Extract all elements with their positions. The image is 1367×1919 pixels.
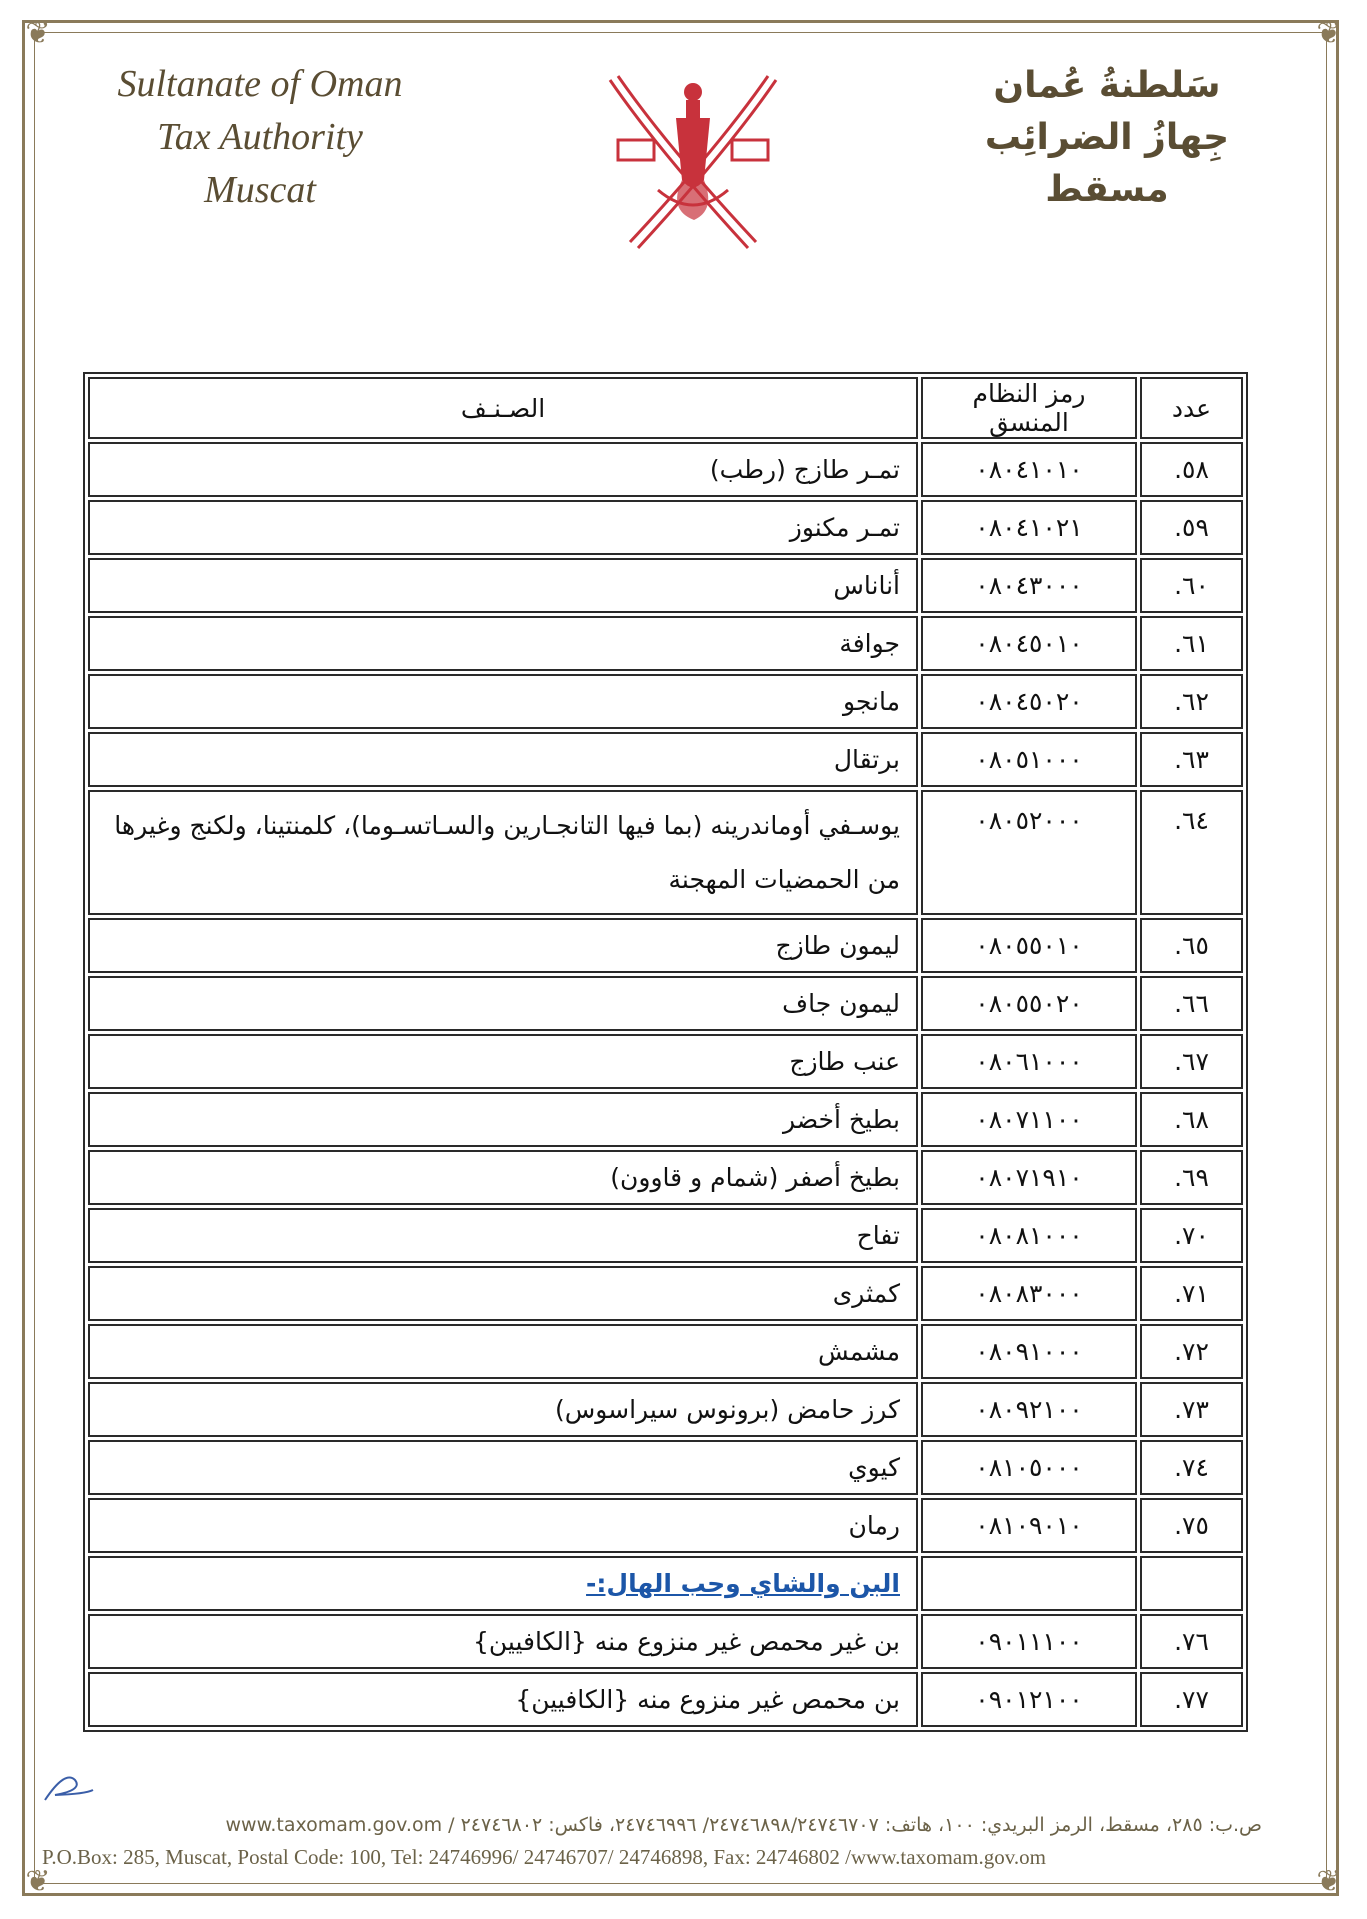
row-item-name: برتقال <box>88 732 918 787</box>
row-hs-code: ٠٨٠٤٥٠٢٠ <box>921 674 1137 729</box>
table-section-row <box>88 1556 1243 1611</box>
row-hs-code: ٠٨١٠٥٠٠٠ <box>921 1440 1137 1495</box>
header-english <box>80 58 440 217</box>
row-item-name: بن غير محمص غير منزوع منه {الكافيين} <box>88 1614 918 1669</box>
table-row <box>88 1092 1243 1147</box>
row-number: ٧٠. <box>1140 1208 1243 1263</box>
row-hs-code: ٠٨٠٥٥٠٢٠ <box>921 976 1137 1031</box>
corner-ornament-icon: ❦ <box>1316 1864 1342 1899</box>
table-row <box>88 1440 1243 1495</box>
row-number: ٥٩. <box>1140 500 1243 555</box>
header-ar-line1: سَلطنةُ عُمان <box>993 65 1221 106</box>
table-row <box>88 790 1243 915</box>
header-code: رمز النظام المنسق <box>921 377 1137 439</box>
row-hs-code: ٠٨٠٨٣٠٠٠ <box>921 1266 1137 1321</box>
row-item-name: تمـر مكنوز <box>88 500 918 555</box>
items-table <box>83 372 1248 1732</box>
header-en-line3: Muscat <box>204 169 316 211</box>
header-arabic <box>942 60 1272 216</box>
row-item-name: كمثرى <box>88 1266 918 1321</box>
row-number: ٧٧. <box>1140 1672 1243 1727</box>
table-row <box>88 1034 1243 1089</box>
header-num: عدد <box>1140 377 1243 439</box>
table-row <box>88 732 1243 787</box>
corner-ornament-icon: ❦ <box>25 16 51 51</box>
row-item-name: كيوي <box>88 1440 918 1495</box>
row-item-name: ليمون جاف <box>88 976 918 1031</box>
row-item-name: تمـر طازج (رطب) <box>88 442 918 497</box>
row-hs-code: ٠٨٠٩٢١٠٠ <box>921 1382 1137 1437</box>
row-item-name: مانجو <box>88 674 918 729</box>
row-number: ٦٨. <box>1140 1092 1243 1147</box>
row-hs-code: ٠٨٠٤٣٠٠٠ <box>921 558 1137 613</box>
row-number <box>1140 1556 1243 1611</box>
table-row <box>88 1266 1243 1321</box>
table-row <box>88 1324 1243 1379</box>
row-hs-code: ٠٩٠١١١٠٠ <box>921 1614 1137 1669</box>
row-number: ٥٨. <box>1140 442 1243 497</box>
row-number: ٦٧. <box>1140 1034 1243 1089</box>
table-body <box>88 442 1243 1727</box>
table-row <box>88 976 1243 1031</box>
oman-emblem-icon <box>598 70 788 260</box>
row-number: ٧١. <box>1140 1266 1243 1321</box>
row-number: ٧٤. <box>1140 1440 1243 1495</box>
row-number: ٦٢. <box>1140 674 1243 729</box>
row-item-name: رمان <box>88 1498 918 1553</box>
row-hs-code: ٠٨٠٤١٠٢١ <box>921 500 1137 555</box>
table-row <box>88 1672 1243 1727</box>
row-item-name <box>88 1556 918 1611</box>
table-row <box>88 442 1243 497</box>
table-row <box>88 1498 1243 1553</box>
row-hs-code: ٠٨٠٩١٠٠٠ <box>921 1324 1137 1379</box>
row-number: ٦٦. <box>1140 976 1243 1031</box>
row-hs-code: ٠٨٠٧١١٠٠ <box>921 1092 1137 1147</box>
table-row <box>88 616 1243 671</box>
footer-english-address: P.O.Box: 285, Muscat, Postal Code: 100, Tel: 24746996/ 24746707/ 24746898, Fax: 24746802 /www.taxomam.gov.om <box>42 1845 1046 1869</box>
row-number: ٦٣. <box>1140 732 1243 787</box>
table-row <box>88 500 1243 555</box>
row-item-name: مشمش <box>88 1324 918 1379</box>
row-hs-code: ٠٨٠٦١٠٠٠ <box>921 1034 1137 1089</box>
table-row <box>88 1150 1243 1205</box>
row-item-name: كرز حامض (برونوس سيراسوس) <box>88 1382 918 1437</box>
table-row <box>88 1614 1243 1669</box>
row-number: ٦٠. <box>1140 558 1243 613</box>
row-number: ٧٢. <box>1140 1324 1243 1379</box>
signature-mark-icon <box>35 1760 95 1810</box>
row-hs-code: ٠٨٠٨١٠٠٠ <box>921 1208 1137 1263</box>
row-item-name: بطيخ أخضر <box>88 1092 918 1147</box>
row-number: ٦٥. <box>1140 918 1243 973</box>
table-row <box>88 1208 1243 1263</box>
table-row <box>88 918 1243 973</box>
row-item-name: يوسـفي أوماندرينه (بما فيها التانجـارين والسـاتسـوما)، كلمنتينا، ولكنج وغيرها من الحمضيات المهجنة <box>88 790 918 915</box>
row-item-name: ليمون طازج <box>88 918 918 973</box>
table-row <box>88 1382 1243 1437</box>
corner-ornament-icon: ❦ <box>1316 16 1342 51</box>
row-number: ٦٩. <box>1140 1150 1243 1205</box>
row-item-name: بطيخ أصفر (شمام و قاوون) <box>88 1150 918 1205</box>
row-item-name: جوافة <box>88 616 918 671</box>
row-hs-code: ٠٨٠٤١٠١٠ <box>921 442 1137 497</box>
footer <box>42 1810 1262 1874</box>
row-hs-code: ٠٨٠٥١٠٠٠ <box>921 732 1137 787</box>
row-number: ٧٥. <box>1140 1498 1243 1553</box>
header-ar-line2: جِهازُ الضرائِب <box>984 117 1230 158</box>
row-number: ٧٣. <box>1140 1382 1243 1437</box>
header-ar-line3: مسقط <box>1045 169 1169 210</box>
row-hs-code: ٠٨٠٤٥٠١٠ <box>921 616 1137 671</box>
row-hs-code: ٠٨٠٥٢٠٠٠ <box>921 790 1137 915</box>
row-hs-code: ٠٨٠٥٥٠١٠ <box>921 918 1137 973</box>
section-title: البن والشاي وحب الهال:- <box>586 1569 900 1598</box>
corner-ornament-icon: ❦ <box>25 1864 51 1899</box>
header-en-line2: Tax Authority <box>157 116 363 158</box>
row-number: ٦١. <box>1140 616 1243 671</box>
footer-arabic-address: ص.ب: ٢٨٥، مسقط، الرمز البريدي: ١٠٠، هاتف: ٢٤٧٤٦٨٩٨/٢٤٧٤٦٧٠٧/ ٢٤٧٤٦٩٩٦، فاكس: ٢٤٧٤٦٨٠٢ / www.taxomam.gov.om <box>225 1814 1262 1836</box>
row-number: ٧٦. <box>1140 1614 1243 1669</box>
table-row <box>88 674 1243 729</box>
header-en-line1: Sultanate of Oman <box>117 63 403 105</box>
row-number: ٦٤. <box>1140 790 1243 915</box>
row-hs-code: ٠٨١٠٩٠١٠ <box>921 1498 1137 1553</box>
row-hs-code: ٠٩٠١٢١٠٠ <box>921 1672 1137 1727</box>
table-row <box>88 558 1243 613</box>
header-name: الصـنـف <box>88 377 918 439</box>
table-header-row <box>88 377 1243 439</box>
row-hs-code: ٠٨٠٧١٩١٠ <box>921 1150 1137 1205</box>
row-item-name: بن محمص غير منزوع منه {الكافيين} <box>88 1672 918 1727</box>
row-hs-code <box>921 1556 1137 1611</box>
row-item-name: تفاح <box>88 1208 918 1263</box>
row-item-name: عنب طازج <box>88 1034 918 1089</box>
row-item-name: أناناس <box>88 558 918 613</box>
